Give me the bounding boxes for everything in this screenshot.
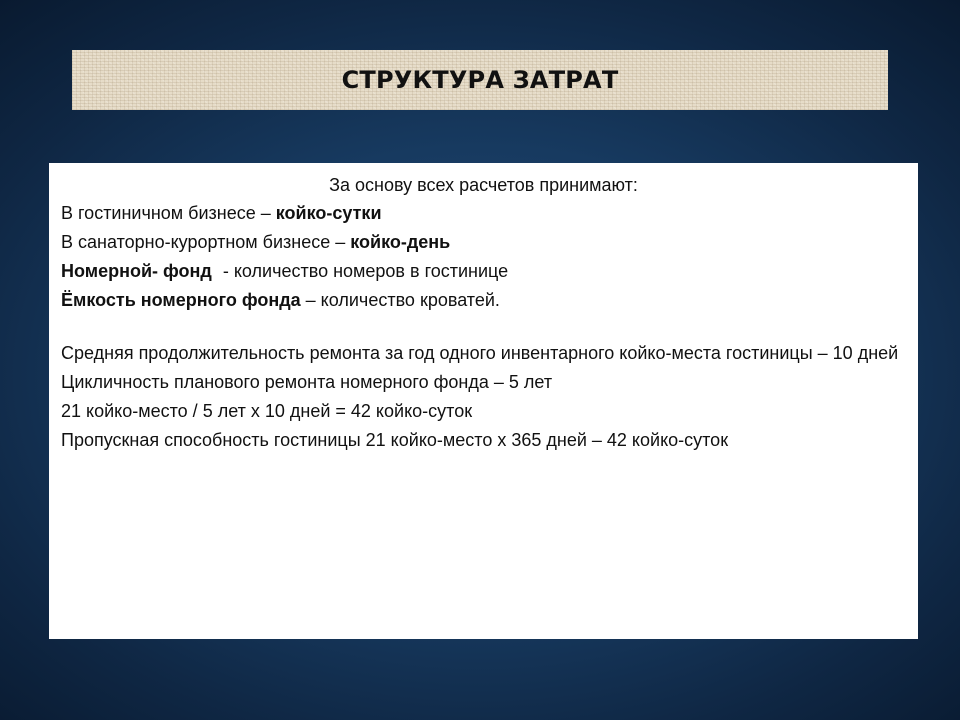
room-fund-line [61,259,906,283]
content-box [49,163,918,639]
room-fund-text: - количество номеров в гостинице [222,261,509,281]
calculation-line: 21 койко-место / 5 лет х 10 дней = 42 койко-суток [61,401,473,421]
paragraph-spacer [61,317,906,341]
room-capacity-line [61,288,906,312]
capacity-line: Пропускная способность гостиницы 21 койко-место х 365 дней – 42 койко-суток [61,430,729,450]
resort-business-text: В санаторно-курортном бизнесе – [61,232,351,252]
slide-title: СТРУКТУРА ЗАТРАТ [341,66,619,94]
repair-duration-line: Средняя продолжительность ремонта за год одного инвентарного койко-места гостиницы – 10 дней [61,343,899,363]
title-banner [72,50,888,110]
hotel-business-text: В гостиничном бизнесе – [61,203,276,223]
room-capacity-text: – количество кроватей. [300,290,500,310]
hotel-business-term: койко-сутки [275,203,382,223]
intro-line: За основу всех расчетов принимают: [329,175,638,195]
room-capacity-term: Ёмкость номерного фонда [61,290,301,310]
resort-business-term: койко-день [350,232,451,252]
resort-business-line [61,230,906,254]
hotel-business-line [61,201,906,225]
room-fund-term: Номерной- фонд [61,261,212,281]
repair-cycle-line: Цикличность планового ремонта номерного фонда – 5 лет [61,372,553,392]
